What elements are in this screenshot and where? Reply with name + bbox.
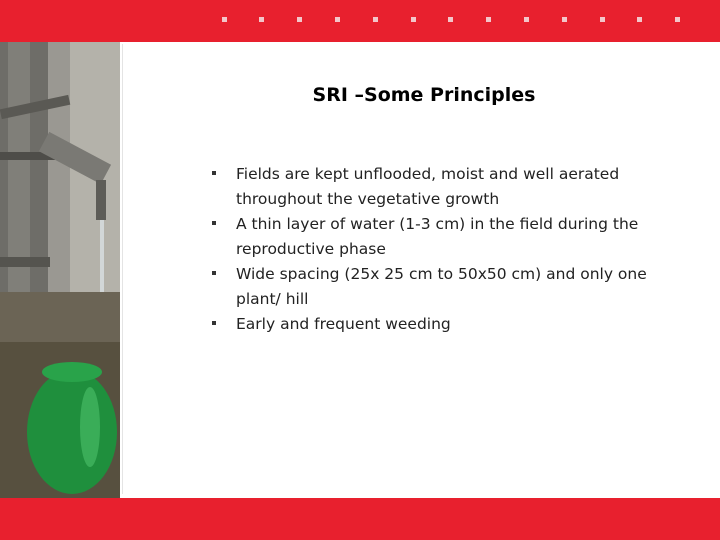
decorative-dot [222, 17, 227, 22]
decorative-dot [259, 17, 264, 22]
decorative-dot [486, 17, 491, 22]
bullet-square-icon [212, 171, 216, 175]
list-item [208, 262, 648, 312]
decorative-dot [411, 17, 416, 22]
decorative-dot [600, 17, 605, 22]
list-item [208, 162, 648, 212]
bullet-square-icon [212, 321, 216, 325]
bullet-text: A thin layer of water (1-3 cm) in the field during the reproductive phase [236, 215, 639, 258]
bullet-list [208, 162, 648, 337]
decorative-dots [0, 17, 720, 23]
bullet-text: Wide spacing (25x 25 cm to 50x50 cm) and only one plant/ hill [236, 265, 647, 308]
bullet-square-icon [212, 221, 216, 225]
top-red-band [0, 0, 720, 42]
decorative-dot [562, 17, 567, 22]
decorative-dot [297, 17, 302, 22]
list-item [208, 212, 648, 262]
bullet-text: Early and frequent weeding [236, 315, 451, 333]
decorative-dot [373, 17, 378, 22]
decorative-dot [524, 17, 529, 22]
decorative-dot [675, 17, 680, 22]
slide-title: SRI –Some Principles [312, 84, 536, 106]
water-pump-illustration [0, 42, 120, 498]
water-pump-photo [0, 42, 120, 498]
decorative-dot [335, 17, 340, 22]
decorative-dot [637, 17, 642, 22]
slide-content [122, 44, 715, 494]
decorative-dot [448, 17, 453, 22]
list-item [208, 312, 648, 337]
bullet-text: Fields are kept unflooded, moist and well aerated throughout the vegetative growth [236, 165, 620, 208]
bullet-square-icon [212, 271, 216, 275]
bottom-red-band [0, 498, 720, 540]
